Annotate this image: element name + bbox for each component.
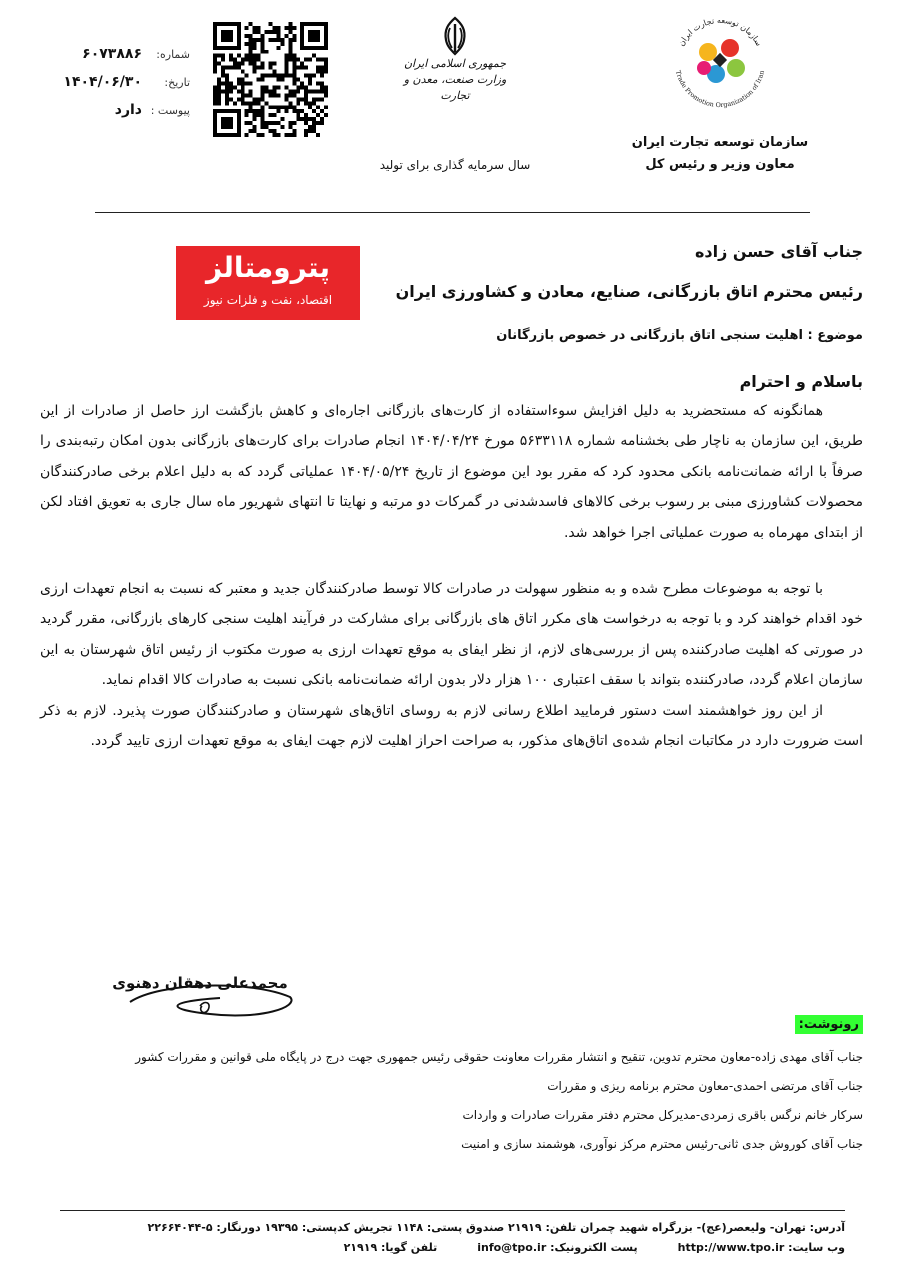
- number-label: شماره:: [156, 47, 190, 61]
- subject-line: موضوع : اهلیت سنجی اتاق بازرگانی در خصوص بازرگانان: [496, 328, 863, 343]
- emblem-block: [395, 16, 515, 104]
- body-paragraph-3: از این روز خواهشمند است دستور فرمایید اطلاع رسانی لازم به روسای اتاق‌های شهرستان و صادرکنندگان صورت پذیرد. لازم به ذکر است ضرورت دارد در مکاتبات انجام شده‌ی اتاق‌های مذکور، به صراحت احراز اهلیت لازم جهت ایفای به موقع تعهدات ارزی تایید گردد.: [40, 702, 863, 750]
- attachment-label: پیوست :: [150, 103, 190, 117]
- footer-phone: تلفن گویا: ۲۱۹۱۹: [343, 1241, 438, 1254]
- badge-title: پترومتالز: [206, 251, 330, 284]
- addressee-line1: جناب آقای حسن زاده: [694, 242, 863, 261]
- tpo-logo: [665, 4, 775, 114]
- footer-email[interactable]: پست الکترونیک: info@tpo.ir: [477, 1241, 638, 1254]
- cc-item: جناب آقای مرتضی احمدی-معاون محترم برنامه ریزی و مقررات: [547, 1079, 863, 1093]
- footer-address: آدرس: تهران- ولیعصر(عج)- بزرگراه شهید چمران تلفن: ۲۱۹۱۹ صندوق پستی: ۱۱۴۸ تجریش کدپستی: ۱۹۳۹۵ دورنگار: ۵-۲۲۶۶۴۰۴۴: [147, 1221, 845, 1234]
- qr-code: [213, 22, 328, 137]
- meta-date: [30, 68, 190, 96]
- body-paragraph-1: همانگونه که مستحضرید به دلیل افزایش سوءاستفاده از کارت‌های بازرگانی اجاره‌ای و کاهش بازگشت ارز حاصل از صادرات از این طریق، این سازمان به ناچار طی بخشنامه شماره ۵۶۳۳۱۱۸ مورخ ۱۴۰۴/۰۴/۲۴ انجام صادرات برای کارت‌های بازرگانی بدون امکان رتبه‌بندی را صرفاً با ارائه ضمانت‌نامه بانکی محدود کرد که مقرر بود این موضوع از تاریخ ۱۴۰۴/۰۵/۲۴ عملیاتی گردد که به دلیل اعلام برخی صادرکنندگان محصولات کشاورزی مبنی بر رسوب برخی کالاهای فاسدشدنی در گمرکات دو مرتبه و نهایتا تا انتهای شهریور ماه سال جاری به تعویق افتاد لکن از ابتدای مهرماه به صورت عملیاتی اجرا خواهد شد.: [40, 403, 863, 541]
- attachment-value: دارد: [114, 102, 142, 118]
- svg-text:سازمان توسعه تجارت ایران: [677, 16, 764, 48]
- org-name-block: [620, 132, 820, 176]
- greeting: باسلام و احترام: [739, 372, 863, 391]
- number-value: ۶۰۷۳۸۸۶: [82, 46, 142, 62]
- meta-attachment: [30, 96, 190, 124]
- emblem-icon: [438, 16, 472, 56]
- emblem-line1: جمهوری اسلامی ایران: [403, 57, 507, 70]
- signature-scribble: [100, 962, 320, 1032]
- letter-meta: [30, 40, 190, 124]
- cc-title: رونوشت:: [795, 1015, 863, 1034]
- cc-item: جناب آقای کوروش جدی ثانی-رئیس محترم مرکز نوآوری، هوشمند سازی و امنیت: [461, 1137, 863, 1151]
- meta-number: [30, 40, 190, 68]
- body-paragraph-2: با توجه به موضوعات مطرح شده و به منظور سهولت در صادرات کالا توسط صادرکنندگان جدید و معتبر که نسبت به انجام تعهدات ارزی خود اقدام خواهند کرد و با توجه به درخواست های مکرر اتاق های بازرگانی برای مشارکت در فرآیند اهلیت سنجی کارهای بازرگانی، مقرر گردید در صورتی که اهلیت صادرکننده پس از بررسی‌های لازم، از نظر ایفای به موقع تعهدات ارزی به صورت مکتوب از رئیس اتاق شهرستان به این سازمان اعلام گردد، صادرکننده بتواند با سقف اعتباری ۱۰۰ هزار دلار بدون ارائه ضمانت‌نامه بانکی نسبت به صادرات کالا اقدام نماید.: [40, 581, 863, 689]
- date-label: تاریخ:: [164, 75, 190, 89]
- cc-item: سرکار خانم نرگس باقری زمردی-مدیرکل محترم دفتر مقررات صادرات و واردات: [462, 1108, 863, 1122]
- org-name: سازمان توسعه تجارت ایران: [631, 135, 809, 150]
- logo-arc-fa: سازمان توسعه تجارت ایران: [676, 15, 764, 48]
- cc-list: [40, 1043, 863, 1159]
- footer-contacts: [40, 1238, 845, 1258]
- footer-website[interactable]: وب سایت: http://www.tpo.ir: [677, 1241, 845, 1254]
- badge-subtitle: اقتصاد، نفت و فلزات نیوز: [203, 293, 333, 307]
- date-value: ۱۴۰۴/۰۶/۳۰: [63, 74, 142, 90]
- footer: [40, 1218, 845, 1258]
- footer-divider: [60, 1210, 845, 1211]
- org-position: معاون وزیر و رئیس کل: [645, 157, 795, 172]
- petrometals-badge: [176, 246, 360, 320]
- signatory-name: محمدعلی دهقان دهنوی: [112, 974, 288, 992]
- cc-item: جناب آقای مهدی زاده-معاون محترم تدوین، تنقیح و انتشار مقررات معاونت حقوقی رئیس جمهوری جهت درج در پایگاه ملی قوانین و مقررات کشور: [135, 1050, 863, 1064]
- slogan: سال سرمایه گذاری برای تولید: [379, 158, 531, 172]
- letter-body: [40, 396, 863, 756]
- logo-arc-en: Trade Promotion Organization of Iran: [673, 69, 767, 110]
- emblem-line2: وزارت صنعت، معدن و تجارت: [403, 73, 507, 102]
- addressee-line2: رئیس محترم اتاق بازرگانی، صنایع، معادن و کشاورزی ایران: [395, 282, 863, 301]
- header-divider: [95, 212, 810, 213]
